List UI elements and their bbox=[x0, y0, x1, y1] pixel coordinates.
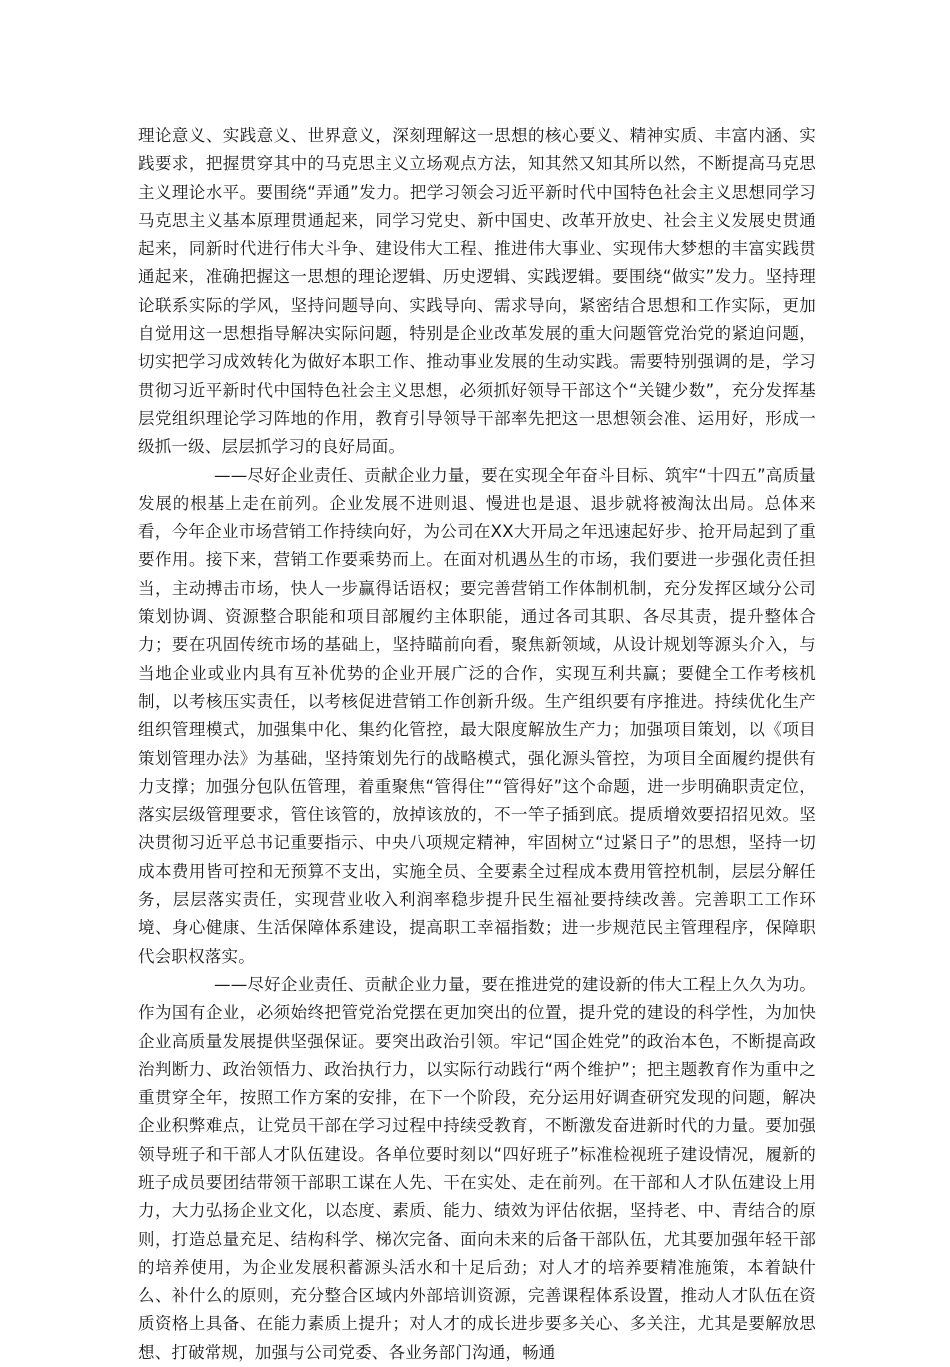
document-body bbox=[138, 122, 816, 1367]
paragraph-enterprise-responsibility-goals: ——尽好企业责任、贡献企业力量，要在实现全年奋斗目标、筑牢“十四五”高质量发展的根基上走在前列。企业发展不进则退、慢进也是退、退步就将被淘汰出局。总体来看，今年企业市场营销工作持续向好，为公司在XX大开局之年迅速起好步、抢开局起到了重要作用。接下来，营销工作要乘势而上。在面对机遇丛生的市场，我们要进一步强化责任担当，主动搏击市场，快人一步赢得话语权；要完善营销工作体制机制，充分发挥区域分公司策划协调、资源整合职能和项目部履约主体职能，通过各司其职、各尽其责，提升整体合力；要在巩固传统市场的基础上，坚持瞄前向看，聚焦新领域，从设计规划等源头介入，与当地企业或业内具有互补优势的企业开展广泛的合作，实现互利共赢；要健全工作考核机制，以考核压实责任，以考核促进营销工作创新升级。生产组织要有序推进。持续优化生产组织管理模式，加强集中化、集约化管控，最大限度解放生产力；加强项目策划，以《项目策划管理办法》为基础，坚持策划先行的战略模式，强化源头管控，为项目全面履约提供有力支撑；加强分包队伍管理，着重聚焦“管得住”“管得好”这个命题，进一步明确职责定位，落实层级管理要求，管住该管的，放掉该放的，不一竿子插到底。提质增效要招招见效。坚决贯彻习近平总书记重要指示、中央八项规定精神，牢固树立“过紧日子”的思想，坚持一切成本费用皆可控和无预算不支出，实施全员、全要素全过程成本费用管控机制，层层分解任务，层层落实责任，实现营业收入利润率稳步提升民生福祉要持续改善。完善职工工作环境、身心健康、生活保障体系建设，提高职工幸福指数；进一步规范民主管理程序，保障职代会职权落实。 bbox=[138, 465, 816, 966]
paragraph-party-building: ——尽好企业责任、贡献企业力量，要在推进党的建设新的伟大工程上久久为功。作为国有企业，必须始终把管党治党摆在更加突出的位置，提升党的建设的科学性，为加快企业高质量发展提供坚强保证。要突出政治引领。牢记“国企姓党”的政治本色，不断提高政治判断力、政治领悟力、政治执行力，以实际行动践行“两个维护”；把主题教育作为重中之重贯穿全年，按照工作方案的安排，在下一个阶段，充分运用好调查研究发现的问题，解决企业积弊难点，让党员干部在学习过程中持续受教育，不断激发奋进新时代的力量。要加强领导班子和干部人才队伍建设。各单位要时刻以“四好班子”标准检视班子建设情况，履新的班子成员要团结带领干部职工谋在人先、干在实处、走在前列。在干部和人才队伍建设上用力，大力弘扬企业文化，以态度、素质、能力、绩效为评估依据，坚持老、中、青结合的原则，打造总量充足、结构科学、梯次完备、面向未来的后备干部队伍，尤其要加强年轻干部的培养使用，为企业发展积蓄源头活水和十足后劲；对人才的培养要精准施策，本着缺什么、补什么的原则，充分整合区域内外部培训资源，完善课程体系设置，推动人才队伍在资质资格上具备、在能力素质上提升；对人才的成长进步要多关心、多关注，尤其是要解放思想、打破常规，加强与公司党委、各业务部门沟通，畅通 bbox=[138, 974, 816, 1362]
paragraph-continuation: 理论意义、实践意义、世界意义，深刻理解这一思想的核心要义、精神实质、丰富内涵、实践要求，把握贯穿其中的马克思主义立场观点方法，知其然又知其所以然，不断提高马克思主义理论水平。要围绕“弄通”发力。把学习领会习近平新时代中国特色社会主义思想同学习马克思主义基本原理贯通起来，同学习党史、新中国史、改革开放史、社会主义发展史贯通起来，同新时代进行伟大斗争、建设伟大工程、推进伟大事业、实现伟大梦想的丰富实践贯通起来，准确把握这一思想的理论逻辑、历史逻辑、实践逻辑。要围绕“做实”发力。坚持理论联系实际的学风，坚持问题导向、实践导向、需求导向，紧密结合思想和工作实际，更加自觉用这一思想指导解决实际问题，特别是企业改革发展的重大问题管党治党的紧迫问题，切实把学习成效转化为做好本职工作、推动事业发展的生动实践。需要特别强调的是，学习贯彻习近平新时代中国特色社会主义思想，必须抓好领导干部这个“关键少数”，充分发挥基层党组织理论学习阵地的作用，教育引导领导干部率先把这一思想领会准、运用好，形成一级抓一级、层层抓学习的良好局面。 bbox=[138, 126, 816, 457]
